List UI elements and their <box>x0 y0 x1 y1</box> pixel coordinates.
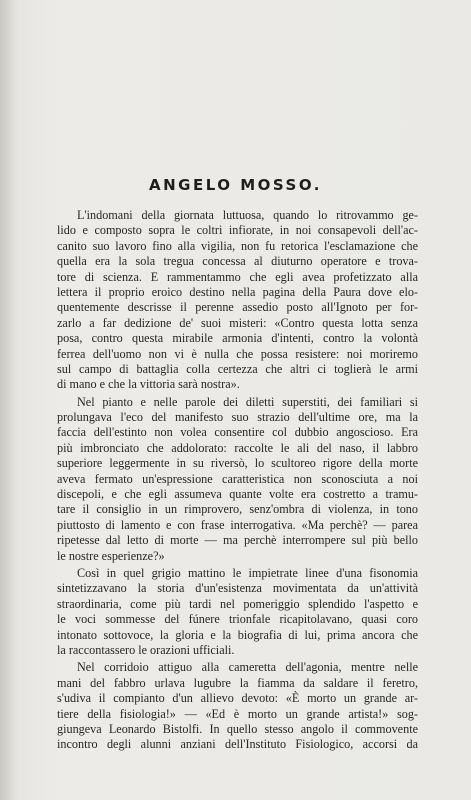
body-text <box>57 208 418 753</box>
text-line: zarlo a far dedizione de' suoi misteri: «Contro questa lotta senza <box>57 315 418 330</box>
text-line: sul campo di battaglia colla certezza che altri ci toglierà le armi <box>57 361 418 376</box>
text-line: tore di scienza. E rammentammo che egli avea profetizzato alla <box>57 269 418 284</box>
text-line: piuttosto di lamento e con frase interrogativa. «Ma perchè? — parea <box>57 517 418 532</box>
text-line: intonato sottovoce, la gloria e la biografia di lui, prima ancora che <box>57 627 418 642</box>
text-line: sintetizzavano la storia d'un'esistenza movimentata da un'attività <box>57 581 418 596</box>
text-line: giungeva Leonardo Bistolfi. In quello stesso angolo il commovente <box>57 721 418 736</box>
text-line: mani del fabbro urlava lugubre la fiamma da saldare il feretro, <box>57 675 418 690</box>
paragraph-3 <box>57 566 418 658</box>
text-line: tare il consiglio in un rimprovero, senz'ombra di violenza, in tono <box>57 502 418 517</box>
page-title: ANGELO MOSSO. <box>149 176 322 194</box>
text-line: canito suo lavoro fino alla vigilia, non fu retorica l'esclamazione che <box>57 238 418 253</box>
text-line: la raccontassero le orazioni ufficiali. <box>57 642 235 657</box>
text-line: ripetesse dal letto di morte — ma perchè interrompere sul più bello <box>57 533 418 548</box>
text-line: quella era la sola tregua concessa al diuturno operatore e trova- <box>57 254 418 269</box>
text-line: s'udiva il compianto d'un allievo devoto: «È morto un grande ar- <box>57 691 418 706</box>
text-line: aveva fermato un'espressione caratteristica non sconosciuta a noi <box>57 471 418 486</box>
text-line: le nostre esperienze?» <box>57 548 165 563</box>
text-line: lettera il proprio eroico destino nella pagina della Paura dove elo- <box>57 284 418 299</box>
text-line: posa, contro questa mirabile armonia d'intenti, contro la volontà <box>57 331 418 346</box>
text-line: tiere della fisiologia!» — «Ed è morto un grande artista!» sog- <box>57 706 418 721</box>
text-line: straordinaria, come più tardi nel pomeriggio splendido l'aspetto e <box>57 596 418 611</box>
text-line: le voci sommesse del fúnere trionfale ricapitolavano, quasi coro <box>57 612 418 627</box>
text-line: ferrea dell'uomo non vi è nulla che possa resistere: noi moriremo <box>57 346 418 361</box>
text-line: incontro degli alunni anziani dell'Instituto Fisiologico, accorsi da <box>57 737 418 752</box>
text-line: L'indomani della giornata luttuosa, quando lo ritrovammo ge- <box>77 208 418 222</box>
text-line: più imbronciato che addolorato: raccolte le ali del naso, il labbro <box>57 440 418 455</box>
text-line: Nel corridoio attiguo alla cameretta dell'agonia, mentre nelle <box>77 660 418 675</box>
paragraph-4 <box>57 660 418 752</box>
text-line: Così in quel grigio mattino le impietrate linee d'una fisonomia <box>77 565 418 580</box>
text-line: discepoli, e che egli assumeva quante volte era costretto a tramu- <box>57 487 418 502</box>
text-line: prolungava l'eco del manifesto suo strazio dell'ultime ore, ma la <box>57 410 418 425</box>
text-line: di mano e che la vittoria sarà nostra». <box>57 377 240 392</box>
text-line: quentemente descrisse il perenne assedio posto all'Ignoto per for- <box>57 300 418 315</box>
text-line: faccia dell'estinto non volea consentire col dubbio angoscioso. Era <box>57 425 418 440</box>
paragraph-2 <box>57 395 418 564</box>
text-line: Nel pianto e nelle parole dei diletti superstiti, dei familiari si <box>77 394 418 409</box>
text-line: lido e composto sopra le coltri infiorate, in noi consapevoli dell'ac- <box>57 223 418 238</box>
text-line: superiore leggermente in su riversò, lo scultoreo rigore della morte <box>57 456 418 471</box>
paragraph-1 <box>57 208 418 393</box>
